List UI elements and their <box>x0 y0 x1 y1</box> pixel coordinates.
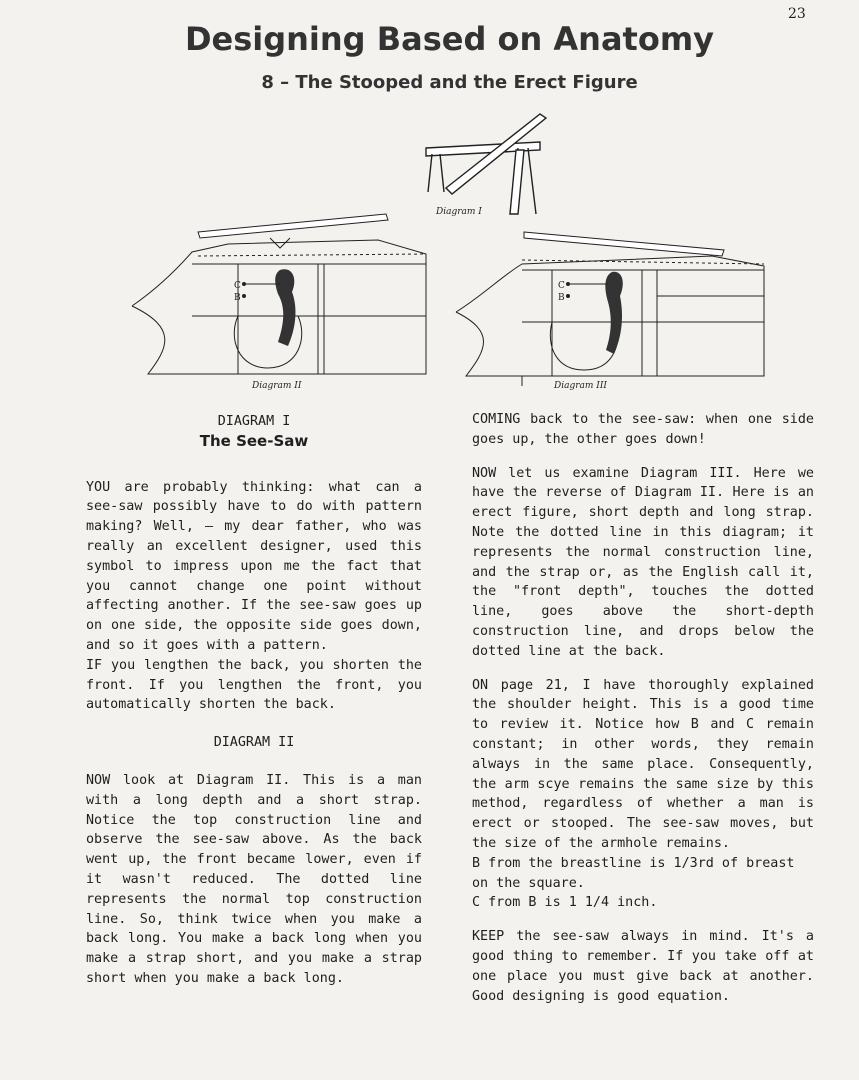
paragraph: ON page 21, I have thoroughly explained the shoulder height. This is a good time to review it. Notice how B and C remain constant; in other words, they remain always in the same place. Consequently, the arm scye remains the same size by this method, regardless of whether a man is erect or stooped. The see-saw moves, but the size of the armhole remains. <box>472 677 814 851</box>
paragraph: YOU are probably thinking: what can a see-saw possibly have to do with pattern making? Well, — my dear father, who was really an excellent designer, used this symbol to impress upon me the fact that you cannot change one point without affecting another. If the see-saw goes up on one side, the opposite side goes down, and so it goes with a pattern. <box>86 479 422 653</box>
diagram-1-caption: Diagram I <box>436 207 482 217</box>
diagram-1-seesaw <box>420 108 560 220</box>
paragraph: B from the breastline is 1/3rd of breast on the square. <box>472 855 795 891</box>
point-c-3: C <box>558 281 565 291</box>
paragraph: COMING back to the see-saw: when one side goes up, the other goes down! <box>472 412 814 447</box>
page-number: 23 <box>788 6 806 22</box>
page-title: Designing Based on Anatomy <box>184 20 715 58</box>
point-b: B <box>234 293 241 303</box>
right-column <box>472 410 814 1006</box>
paragraph: IF you lengthen the back, you shorten the front. If you lengthen the front, you automatically shorten the back. <box>86 657 422 713</box>
paragraph: NOW look at Diagram II. This is a man with a long depth and a short strap. Notice the top construction line and observe the see-saw above. As the back went up, the front became lower, even if it wasn't reduced. The dotted line represents the normal top construction line. So, think twice when you make a back long. You make a back long when you make a strap short, and you make a strap short when you make a back long. <box>86 772 422 986</box>
paragraph: KEEP the see-saw always in mind. It's a good thing to remember. If you take off at one place you must give back at another. Good designing is good equation. <box>472 929 814 1004</box>
diagram-3-erect <box>452 226 770 392</box>
heading-see-saw: The See-Saw <box>199 431 309 450</box>
paragraph: NOW let us examine Diagram III. Here we have the reverse of Diagram II. Here is an erect figure, short depth and long strap. Note the dotted line in this diagram; it represents the normal construction line, and the strap or, as the English call it, the "front depth", touches the dotted line, goes above the short-depth construction line, and drops below the dotted line at the back. <box>472 465 814 659</box>
diagram-2-caption: Diagram II <box>252 381 302 391</box>
point-b-3: B <box>558 293 565 303</box>
diagram-3-caption: Diagram III <box>554 381 607 391</box>
paragraph: C from B is 1 1/4 inch. <box>472 895 658 911</box>
heading-diagram-2: DIAGRAM II <box>213 735 295 751</box>
page-subtitle: 8 – The Stooped and the Erect Figure <box>261 72 638 93</box>
left-column <box>86 412 422 989</box>
diagram-2-stooped <box>128 208 430 392</box>
point-c: C <box>234 281 241 291</box>
heading-diagram-1: DIAGRAM I <box>217 414 291 429</box>
